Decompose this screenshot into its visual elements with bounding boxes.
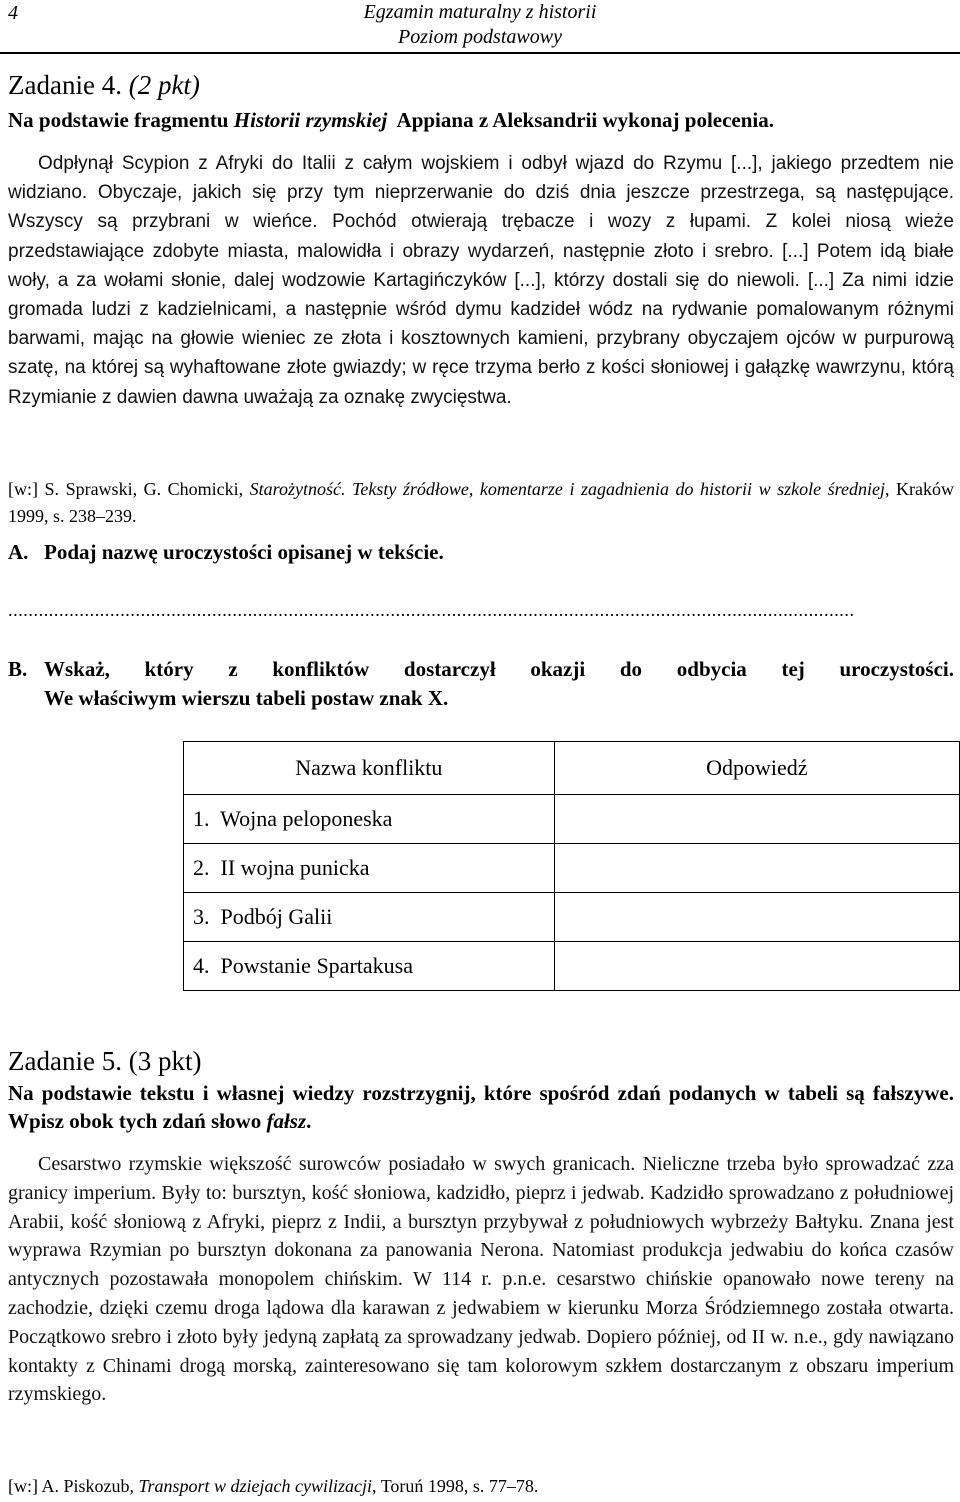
task5-citation-suffix: , Toruń 1998, s. 77–78. xyxy=(372,1476,539,1496)
task5-instruction-word: fałsz xyxy=(266,1109,307,1133)
task5-points: (3 pkt) xyxy=(128,1046,202,1076)
task5-citation-prefix: [w:] A. Piskozub, xyxy=(8,1476,139,1496)
task5-instruction xyxy=(8,1079,954,1135)
task4-instruction-work: Historii rzymskiej xyxy=(233,108,388,132)
task5-title xyxy=(8,1046,201,1076)
task5-citation xyxy=(8,1473,954,1500)
task5-number: Zadanie 5. xyxy=(8,1046,122,1076)
table-header-row xyxy=(184,742,960,795)
task5-instruction-prefix: Na podstawie tekstu i własnej wiedzy rozstrzygnij, które spośród zdań podanych w tabeli są fałszywe. Wpisz obok tych zdań słowo xyxy=(8,1081,954,1133)
header-title-line2: Poziom podstawowy xyxy=(398,26,562,48)
task4-question-a xyxy=(8,538,954,567)
table-row xyxy=(184,942,960,991)
question-a-label: A. xyxy=(8,540,29,564)
answer-cell[interactable] xyxy=(554,795,959,844)
task5-source-text xyxy=(8,1150,954,1409)
page-number: 4 xyxy=(8,2,18,24)
task4-title xyxy=(8,70,200,100)
table-row xyxy=(184,844,960,893)
task4-source-body: Odpłynął Scypion z Afryki do Italii z całym wojskiem i odbył wjazd do Rzymu [...], jakiego przedtem nie widziano. Obyczaje, jakich się przy tym nieprzerwanie do dziś dnia jeszcze przestrzega, są następujące. Wszyscy są przybrani w wieńce. Pochód otwierają trębacze i wozy z łupami. Z kolei niosą wieże przedstawiające zdobyte miasta, malowidła i obrazy wydarzeń, następnie złoto i srebro. [...] Potem idą białe woły, a za wołami słonie, dalej wodzowie Kartagińczyków [...], którzy dostali się do niewoli. [...] Za nimi idzie gromada ludzi z kadzielnicami, a następnie wśród dymu kadzideł wódz na rydwanie pomalowanym różnymi barwami, mając na głowie wieniec ze złota i kosztownych kamieni, przybrany obyczajem ojców w purpurową szatę, na której są wyhaftowane złote gwiazdy; w ręce trzyma berło z kości słoniowej i gałązkę wawrzynu, którą Rzymianie z dawien dawna uważają za oznakę zwycięstwa. xyxy=(8,153,954,408)
conflict-name: 3. Podbój Galii xyxy=(184,893,555,942)
task4-citation xyxy=(8,476,954,530)
task4-citation-suffix: , Kraków 1999, s. 238–239. xyxy=(8,479,954,526)
question-b-line2: We właściwym wierszu tabeli postaw znak X. xyxy=(44,686,449,710)
conflict-name: 2. II wojna punicka xyxy=(184,844,555,893)
task5-instruction-end: . xyxy=(306,1109,312,1133)
question-b-label: B. xyxy=(8,657,28,681)
question-a-text: Podaj nazwę uroczystości opisanej w tekście. xyxy=(44,540,444,564)
task4-instruction xyxy=(8,106,954,134)
task4-instruction-suffix: Appiana z Aleksandrii wykonaj polecenia. xyxy=(387,108,775,132)
task4-source-text xyxy=(8,149,954,412)
conflict-name: 1. Wojna peloponeska xyxy=(184,795,555,844)
answer-line[interactable]: ...................................................................................................................................................................... xyxy=(8,600,855,620)
task4-instruction-prefix: Na podstawie fragmentu xyxy=(8,108,234,132)
task4-points: (2 pkt) xyxy=(128,70,200,100)
answer-cell[interactable] xyxy=(554,844,959,893)
col-header-answer: Odpowiedź xyxy=(554,742,959,795)
table-row xyxy=(184,893,960,942)
task4-citation-work: Starożytność. Teksty źródłowe, komentarze i zagadnienia do historii w szkole średniej xyxy=(249,479,885,499)
task5-source-body: Cesarstwo rzymskie większość surowców posiadało w swych granicach. Nieliczne trzeba było sprowadzać zza granicy imperium. Były to: bursztyn, kość słoniowa, kadzidło, pieprz i jedwab. Kadzidło sprowadzano z południowej Arabii, kość słoniową z Afryki, pieprz z Indii, a bursztyn przybywał z południowych wybrzeży Bałtyku. Znana jest wyprawa Rzymian po bursztyn dokonana za panowania Nerona. Natomiast produkcja jedwabiu do końca czasów antycznych pozostawała monopolem chińskim. W 114 r. p.n.e. cesarstwo chińskie opanowało nowe tereny na zachodzie, dzięki czemu droga lądowa dla karawan z jedwabiem w kierunku Morza Śródziemnego została otwarta. Początkowo srebro i złoto były jedyną zapłatą za sprowadzany jedwab. Dopiero później, od II w. n.e., gdy nawiązano kontakty z Chinami drogą morską, zainteresowano się tam kolorowym szkłem dostarczanym z obszaru imperium rzymskiego. xyxy=(8,1153,954,1406)
conflict-name: 4. Powstanie Spartakusa xyxy=(184,942,555,991)
answer-cell[interactable] xyxy=(554,893,959,942)
task5-citation-work: Transport w dziejach cywilizacji xyxy=(138,1476,373,1496)
question-b-line1: Wskaż, który z konfliktów dostarczył okazji do odbycia tej uroczystości. xyxy=(44,657,954,681)
header-title-line1: Egzamin maturalny z historii xyxy=(363,1,597,23)
table-row xyxy=(184,795,960,844)
conflict-table xyxy=(183,741,960,991)
task4-number: Zadanie 4. xyxy=(8,70,122,100)
task4-question-b xyxy=(8,655,954,713)
answer-cell[interactable] xyxy=(554,942,959,991)
task4-citation-prefix: [w:] S. Sprawski, G. Chomicki, xyxy=(8,479,250,499)
header-divider xyxy=(0,52,960,54)
col-header-conflict: Nazwa konfliktu xyxy=(184,742,555,795)
page-header xyxy=(0,0,960,50)
